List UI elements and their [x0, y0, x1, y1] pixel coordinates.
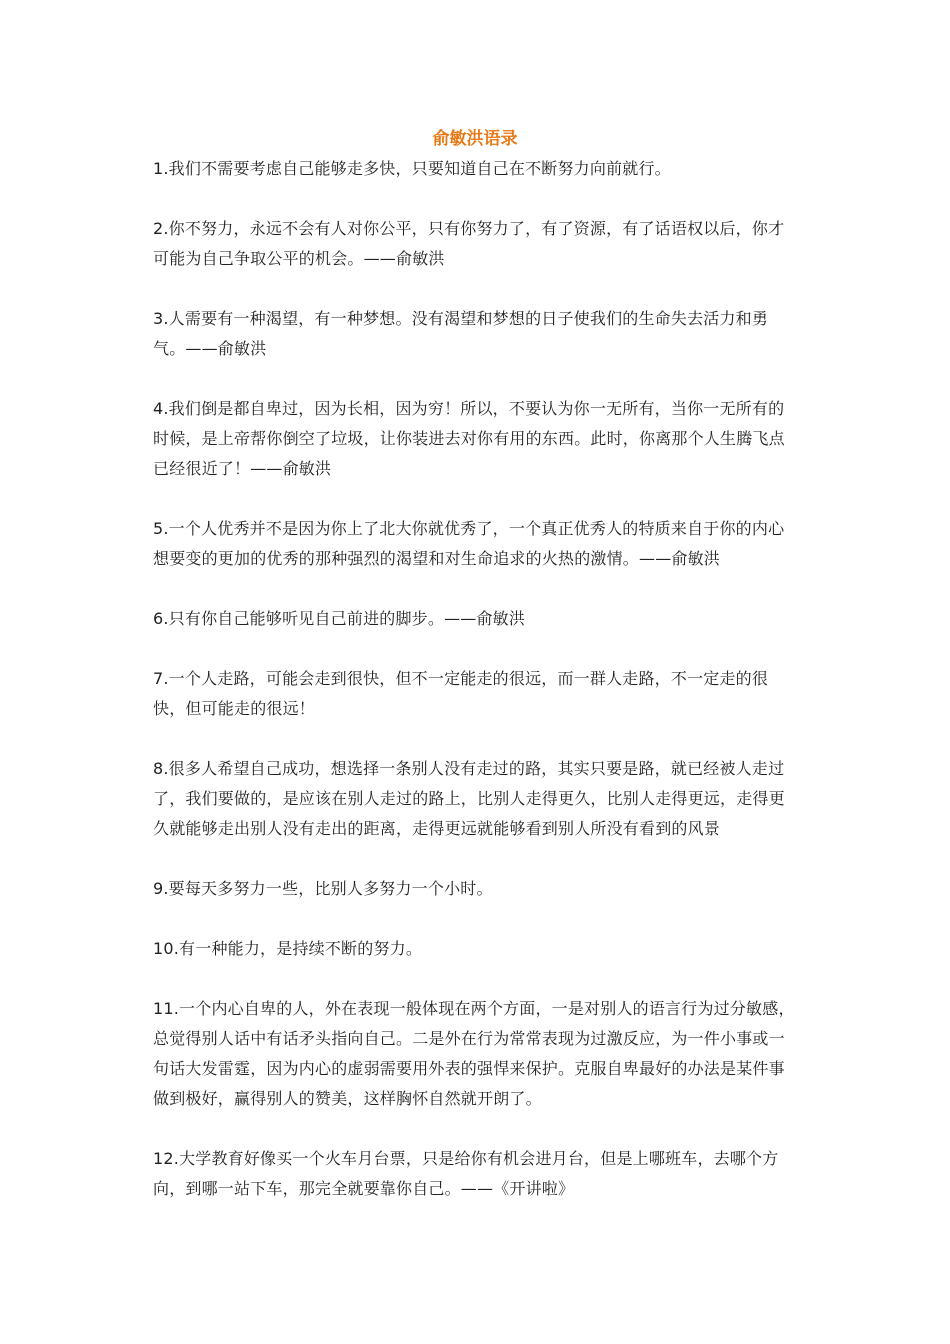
quote-item-6: 6.只有你自己能够听见自己前进的脚步。——俞敏洪 [153, 609, 526, 628]
quote-item-2: 2.你不努力，永远不会有人对你公平，只有你努力了，有了资源，有了话语权以后，你才可能为自己争取公平的机会。——俞敏洪 [153, 219, 785, 268]
quote-list [153, 154, 799, 1234]
quote-item-12: 12.大学教育好像买一个火车月台票，只是给你有机会进月台，但是上哪班车，去哪个方向，到哪一站下车，那完全就要靠你自己。——《开讲啦》 [153, 1149, 779, 1198]
document-title: 俞敏洪语录 [432, 129, 518, 149]
quote-item-1: 1.我们不需要考虑自己能够走多快，只要知道自己在不断努力向前就行。 [153, 159, 671, 178]
quote-item-11: 11.一个内心自卑的人，外在表现一般体现在两个方面，一是对别人的语言行为过分敏感，总觉得别人话中有话矛头指向自己。二是外在行为常常表现为过激反应，为一件小事或一句话大发雷霆，因为内心的虚弱需要用外表的强悍来保护。克服自卑最好的办法是某件事做到极好，赢得别人的赞美，这样胸怀自然就开朗了。 [153, 999, 795, 1108]
quote-item-9: 9.要每天多努力一些，比别人多努力一个小时。 [153, 879, 493, 898]
quote-item-4: 4.我们倒是都自卑过，因为长相，因为穷！所以，不要认为你一无所有，当你一无所有的时候，是上帝帮你倒空了垃圾，让你装进去对你有用的东西。此时，你离那个人生腾飞点已经很近了！——俞敏洪 [153, 399, 785, 478]
quote-item-3: 3.人需要有一种渴望，有一种梦想。没有渴望和梦想的日子使我们的生命失去活力和勇气。——俞敏洪 [153, 309, 769, 358]
quote-item-7: 7.一个人走路，可能会走到很快，但不一定能走的很远，而一群人走路，不一定走的很快，但可能走的很远！ [153, 669, 769, 718]
quote-item-5: 5.一个人优秀并不是因为你上了北大你就优秀了，一个真正优秀人的特质来自于你的内心想要变的更加的优秀的那种强烈的渴望和对生命追求的火热的激情。——俞敏洪 [153, 519, 785, 568]
quote-item-8: 8.很多人希望自己成功，想选择一条别人没有走过的路，其实只要是路，就已经被人走过了，我们要做的，是应该在别人走过的路上，比别人走得更久，比别人走得更远，走得更久就能够走出别人没有走出的距离，走得更远就能够看到别人所没有看到的风景 [153, 759, 785, 838]
quote-item-10: 10.有一种能力，是持续不断的努力。 [153, 939, 423, 958]
